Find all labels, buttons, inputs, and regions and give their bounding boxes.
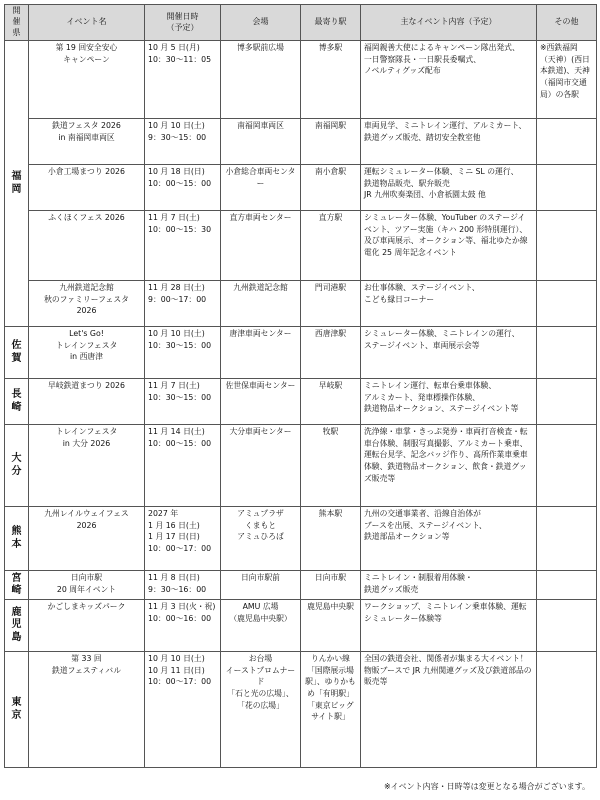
prefecture-cell: [5, 600, 29, 652]
event-station: 熊本駅: [301, 507, 361, 571]
event-venue: AMU 広場 （鹿児島中央駅）: [221, 600, 301, 652]
table-row: [5, 165, 597, 211]
header-prefecture: 開催県: [5, 5, 29, 41]
event-name: ふくほくフェス 2026: [29, 211, 145, 281]
event-venue: お台場 イーストプロムナード 「石と光の広場」、「花の広場」: [221, 652, 301, 768]
event-venue: 大分車両センター: [221, 425, 301, 507]
event-datetime: 2027 年 1 月 16 日(土) 1 月 17 日(日) 10：00～17：00: [145, 507, 221, 571]
event-name: 早岐鉄道まつり 2026: [29, 379, 145, 425]
event-venue: 佐世保車両センター: [221, 379, 301, 425]
event-venue: 九州鉄道記念館: [221, 281, 301, 327]
event-content: ミニトレイン・制服着用体験・ 鉄道グッズ販売: [361, 571, 537, 600]
event-other: ※西鉄福岡（天神）(西日本鉄道)、天神（福岡市交通局）の各駅: [537, 41, 597, 119]
event-datetime: 10 月 10 日(土) 10：30～15：00: [145, 327, 221, 379]
event-venue: アミュプラザ くまもと アミュひろば: [221, 507, 301, 571]
table-body: [5, 41, 597, 768]
prefecture-cell: [5, 425, 29, 507]
event-content: お仕事体験、ステージイベント、 こども縁日コーナー: [361, 281, 537, 327]
event-other: [537, 211, 597, 281]
event-station: 西唐津駅: [301, 327, 361, 379]
event-content: シミュレーター体験、ミニトレインの運行、 ステージイベント、車両展示会等: [361, 327, 537, 379]
event-name: かごしまキッズパーク: [29, 600, 145, 652]
event-datetime: 11 月 14 日(土) 10：00～15：00: [145, 425, 221, 507]
event-content: ミニトレイン運行、転車台乗車体験、 アルミカート、発車標操作体験、 鉄道物品オークション、ステージイベント等: [361, 379, 537, 425]
event-other: [537, 165, 597, 211]
event-station: 直方駅: [301, 211, 361, 281]
table-row: [5, 571, 597, 600]
prefecture-cell: [5, 41, 29, 327]
table-row: [5, 507, 597, 571]
event-content: ワークショップ、ミニトレイン乗車体験、運転シミュレーター体験等: [361, 600, 537, 652]
event-content: 車両見学、ミニトレイン運行、アルミカート、 鉄道グッズ販売、踏切安全教室他: [361, 119, 537, 165]
event-other: [537, 119, 597, 165]
event-venue: 日向市駅前: [221, 571, 301, 600]
event-station: 早岐駅: [301, 379, 361, 425]
header-other: その他: [537, 5, 597, 41]
event-name: 日向市駅 20 周年イベント: [29, 571, 145, 600]
event-other: [537, 327, 597, 379]
event-name: 九州鉄道記念館 秋のファミリーフェスタ 2026: [29, 281, 145, 327]
event-other: [537, 571, 597, 600]
table-header: [5, 5, 597, 41]
table-row: [5, 652, 597, 768]
table-row: [5, 327, 597, 379]
event-station: りんかい線 「国際展示場駅」、ゆりかもめ「有明駅」「東京ビッグサイト駅」: [301, 652, 361, 768]
event-content: 九州の交通事業者、沿線自治体が ブースを出展、ステージイベント、 鉄道部品オークション等: [361, 507, 537, 571]
event-station: 牧駅: [301, 425, 361, 507]
prefecture-cell: [5, 507, 29, 571]
event-other: [537, 425, 597, 507]
table-row: [5, 379, 597, 425]
event-other: [537, 600, 597, 652]
prefecture-label: 東京: [11, 697, 22, 721]
prefecture-cell: [5, 571, 29, 600]
event-content: 福岡親善大使によるキャンペーン隊出発式、 一日警察隊長・一日駅長委嘱式、 ノベルティグッズ配布: [361, 41, 537, 119]
footnote: ※イベント内容・日時等は変更となる場合がございます。: [383, 782, 590, 791]
event-venue: 博多駅前広場: [221, 41, 301, 119]
event-other: [537, 379, 597, 425]
table-row: [5, 425, 597, 507]
event-other: [537, 281, 597, 327]
event-station: 日向市駅: [301, 571, 361, 600]
header-datetime: 開催日時 （予定）: [145, 5, 221, 41]
header-venue: 会場: [221, 5, 301, 41]
event-other: [537, 652, 597, 768]
event-station: 南小倉駅: [301, 165, 361, 211]
event-content: 洗浄線・車掌・きっぷ発券・車両打音検査・転車台体験、制服写真撮影、アルミカート乗車、運転台見学、記念バッジ作り、高所作業車乗車体験、鉄道物品オークション、飲食・鉄道グッズ販売等: [361, 425, 537, 507]
event-name: 第 33 回 鉄道フェスティバル: [29, 652, 145, 768]
event-datetime: 10 月 10 日(土) 9：30～15：00: [145, 119, 221, 165]
prefecture-label: 宮崎: [11, 572, 22, 596]
header-station: 最寄り駅: [301, 5, 361, 41]
table-row: [5, 281, 597, 327]
header-event-name: イベント名: [29, 5, 145, 41]
table-row: [5, 211, 597, 281]
event-name: 鉄道フェスタ 2026 in 南福岡車両区: [29, 119, 145, 165]
event-name: Let's Go! トレインフェスタ in 西唐津: [29, 327, 145, 379]
prefecture-cell: [5, 379, 29, 425]
event-station: 鹿児島中央駅: [301, 600, 361, 652]
event-datetime: 10 月 5 日(月) 10：30～11：05: [145, 41, 221, 119]
prefecture-label: 長崎: [11, 389, 22, 413]
event-name: 九州レイルウェイフェス 2026: [29, 507, 145, 571]
event-schedule-table: [4, 4, 597, 768]
event-datetime: 11 月 7 日(土) 10：30～15：00: [145, 379, 221, 425]
event-datetime: 11 月 3 日(火・祝) 10：00～16：00: [145, 600, 221, 652]
event-other: [537, 507, 597, 571]
table-row: [5, 41, 597, 119]
event-datetime: 11 月 8 日(日) 9：30～16：00: [145, 571, 221, 600]
event-name: 第 19 回安全安心 キャンペーン: [29, 41, 145, 119]
prefecture-label: 福岡: [11, 171, 22, 195]
event-station: 博多駅: [301, 41, 361, 119]
table-row: [5, 119, 597, 165]
event-content: シミュレーター体験、YouTuber のステージイベント、ツアー実施（キハ 200 形特別運行）、 及び車両展示、オークション等、福北ゆたか線電化 25 周年記念イベント: [361, 211, 537, 281]
prefecture-label: 佐賀: [11, 340, 22, 364]
event-datetime: 10 月 10 日(土) 10 月 11 日(日) 10：00～17：00: [145, 652, 221, 768]
event-venue: 小倉総合車両センター: [221, 165, 301, 211]
event-venue: 唐津車両センター: [221, 327, 301, 379]
event-station: 門司港駅: [301, 281, 361, 327]
event-venue: 南福岡車両区: [221, 119, 301, 165]
header-content: 主なイベント内容（予定）: [361, 5, 537, 41]
event-station: 南福岡駅: [301, 119, 361, 165]
table-row: [5, 600, 597, 652]
prefecture-cell: [5, 327, 29, 379]
prefecture-label: 鹿児島: [11, 606, 22, 643]
event-datetime: 10 月 18 日(日) 10：00～15：00: [145, 165, 221, 211]
prefecture-label: 大分: [11, 453, 22, 477]
event-content: 運転シミュレーター体験、ミニ SL の運行、 鉄道物品販売、駅弁販売 JR 九州吹奏楽団、小倉祇園太鼓 他: [361, 165, 537, 211]
prefecture-label: 熊本: [11, 526, 22, 550]
prefecture-cell: [5, 652, 29, 768]
event-content: 全国の鉄道会社、関係者が集まる大イベント！ 物販ブースで JR 九州関連グッズ及び鉄道部品の販売等: [361, 652, 537, 768]
event-name: トレインフェスタ in 大分 2026: [29, 425, 145, 507]
event-venue: 直方車両センター: [221, 211, 301, 281]
event-datetime: 11 月 7 日(土) 10：00～15：30: [145, 211, 221, 281]
event-datetime: 11 月 28 日(土) 9：00～17：00: [145, 281, 221, 327]
event-name: 小倉工場まつり 2026: [29, 165, 145, 211]
